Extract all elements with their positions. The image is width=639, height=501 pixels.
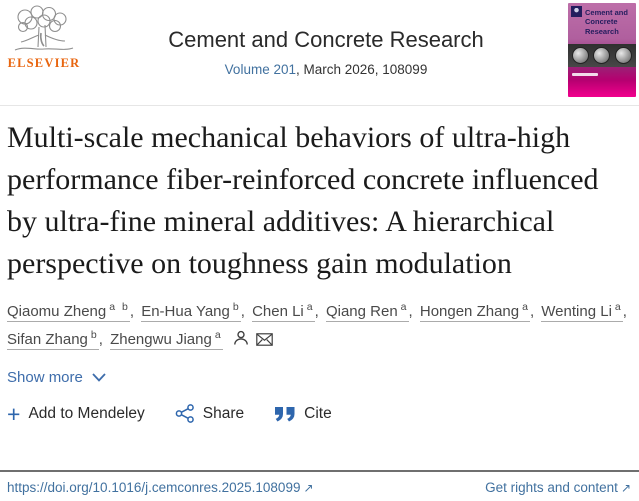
author: [110, 331, 226, 348]
add-to-mendeley-button[interactable]: [7, 400, 145, 427]
journal-title-link[interactable]: Cement and Concrete Research: [168, 27, 484, 52]
share-icon: [175, 404, 195, 423]
author: [252, 303, 326, 320]
author-separator: ,: [98, 331, 108, 349]
cover-micrograph-band: [568, 44, 636, 67]
plus-icon: +: [7, 400, 21, 427]
author-separator: ,: [129, 303, 139, 320]
author-link[interactable]: Hongen Zhang $^a$: [419, 301, 530, 320]
author-affiliation-sup: b: [232, 301, 241, 313]
cite-quote-icon: [274, 406, 296, 422]
author-separator: ,: [529, 303, 539, 320]
share-button[interactable]: [175, 404, 244, 423]
external-link-icon: ↗: [303, 480, 314, 495]
author-link[interactable]: Qiaomu Zheng $^{a b}$: [7, 301, 130, 320]
author-affiliation-sup: a: [614, 301, 623, 313]
cover-journal-title: Cement and Concrete Research: [585, 8, 628, 36]
elsevier-logo-text: ELSEVIER: [7, 56, 81, 70]
article-main: [0, 117, 639, 427]
author-affiliation-sup: a b: [109, 301, 130, 313]
author-link[interactable]: Qiang Ren $^a$: [325, 301, 409, 320]
cover-micrograph-3: [615, 47, 632, 64]
author-separator: ,: [314, 303, 323, 320]
author-affiliation-sup: a: [400, 301, 409, 313]
person-icon[interactable]: [226, 331, 249, 348]
author-link[interactable]: Sifan Zhang $^b$: [7, 329, 99, 349]
show-more-label: Show more: [7, 369, 83, 387]
envelope-icon[interactable]: [249, 331, 273, 348]
cover-small-text: [572, 73, 598, 76]
author-separator: ,: [622, 303, 627, 320]
author-affiliation-sup: b: [90, 329, 99, 342]
actions-row: [7, 400, 631, 427]
show-more-button[interactable]: [7, 369, 106, 386]
journal-meta: [84, 3, 568, 77]
author: [420, 303, 541, 320]
cover-micrograph-1: [572, 47, 589, 64]
journal-cover-thumbnail[interactable]: [568, 3, 636, 97]
author: [7, 303, 141, 320]
author: [541, 303, 630, 320]
cover-micrograph-2: [593, 47, 610, 64]
cite-button[interactable]: [274, 405, 332, 423]
article-title: Multi-scale mechanical behaviors of ultra-high performance fiber-reinforced concrete influenced by ultra-fine mineral additives: A hierarchical perspective on toughness gain modulation: [7, 121, 599, 280]
author: [7, 331, 110, 348]
author-affiliation-sup: a: [306, 301, 315, 313]
article-footer: [0, 470, 639, 501]
elsevier-tree-icon: [4, 5, 84, 55]
author-separator: ,: [240, 303, 250, 320]
journal-header: [0, 0, 639, 106]
cover-elsevier-mark: [571, 6, 582, 17]
cite-label: Cite: [304, 404, 332, 422]
author-link[interactable]: En-Hua Yang $^b$: [141, 301, 241, 320]
author-affiliation-sup: a: [214, 329, 223, 342]
author-affiliation-sup: a: [522, 301, 530, 313]
issue-info: , March 2026, 108099: [295, 62, 428, 77]
elsevier-logo[interactable]: [4, 3, 84, 71]
author: [141, 303, 252, 320]
share-label: Share: [202, 404, 245, 422]
author-link[interactable]: Chen Li $^a$: [252, 301, 315, 320]
add-to-mendeley-label: Add to Mendeley: [28, 404, 145, 422]
chevron-down-icon: [92, 369, 106, 386]
author-list: [7, 298, 633, 354]
volume-link[interactable]: Volume 201: [224, 62, 296, 77]
rights-and-content-link[interactable]: Get rights and content ↗: [485, 479, 631, 495]
doi-link[interactable]: https://doi.org/10.1016/j.cemconres.2025.108099 ↗: [7, 479, 314, 495]
author-separator: ,: [408, 303, 417, 320]
external-link-icon: ↗: [620, 480, 631, 495]
author-link[interactable]: Zhengwu Jiang $^a$: [110, 329, 223, 349]
issue-line: [84, 62, 568, 77]
author-link[interactable]: Wenting Li $^a$: [541, 301, 623, 320]
corresponding-author-icons: [226, 331, 273, 348]
author: [326, 303, 420, 320]
